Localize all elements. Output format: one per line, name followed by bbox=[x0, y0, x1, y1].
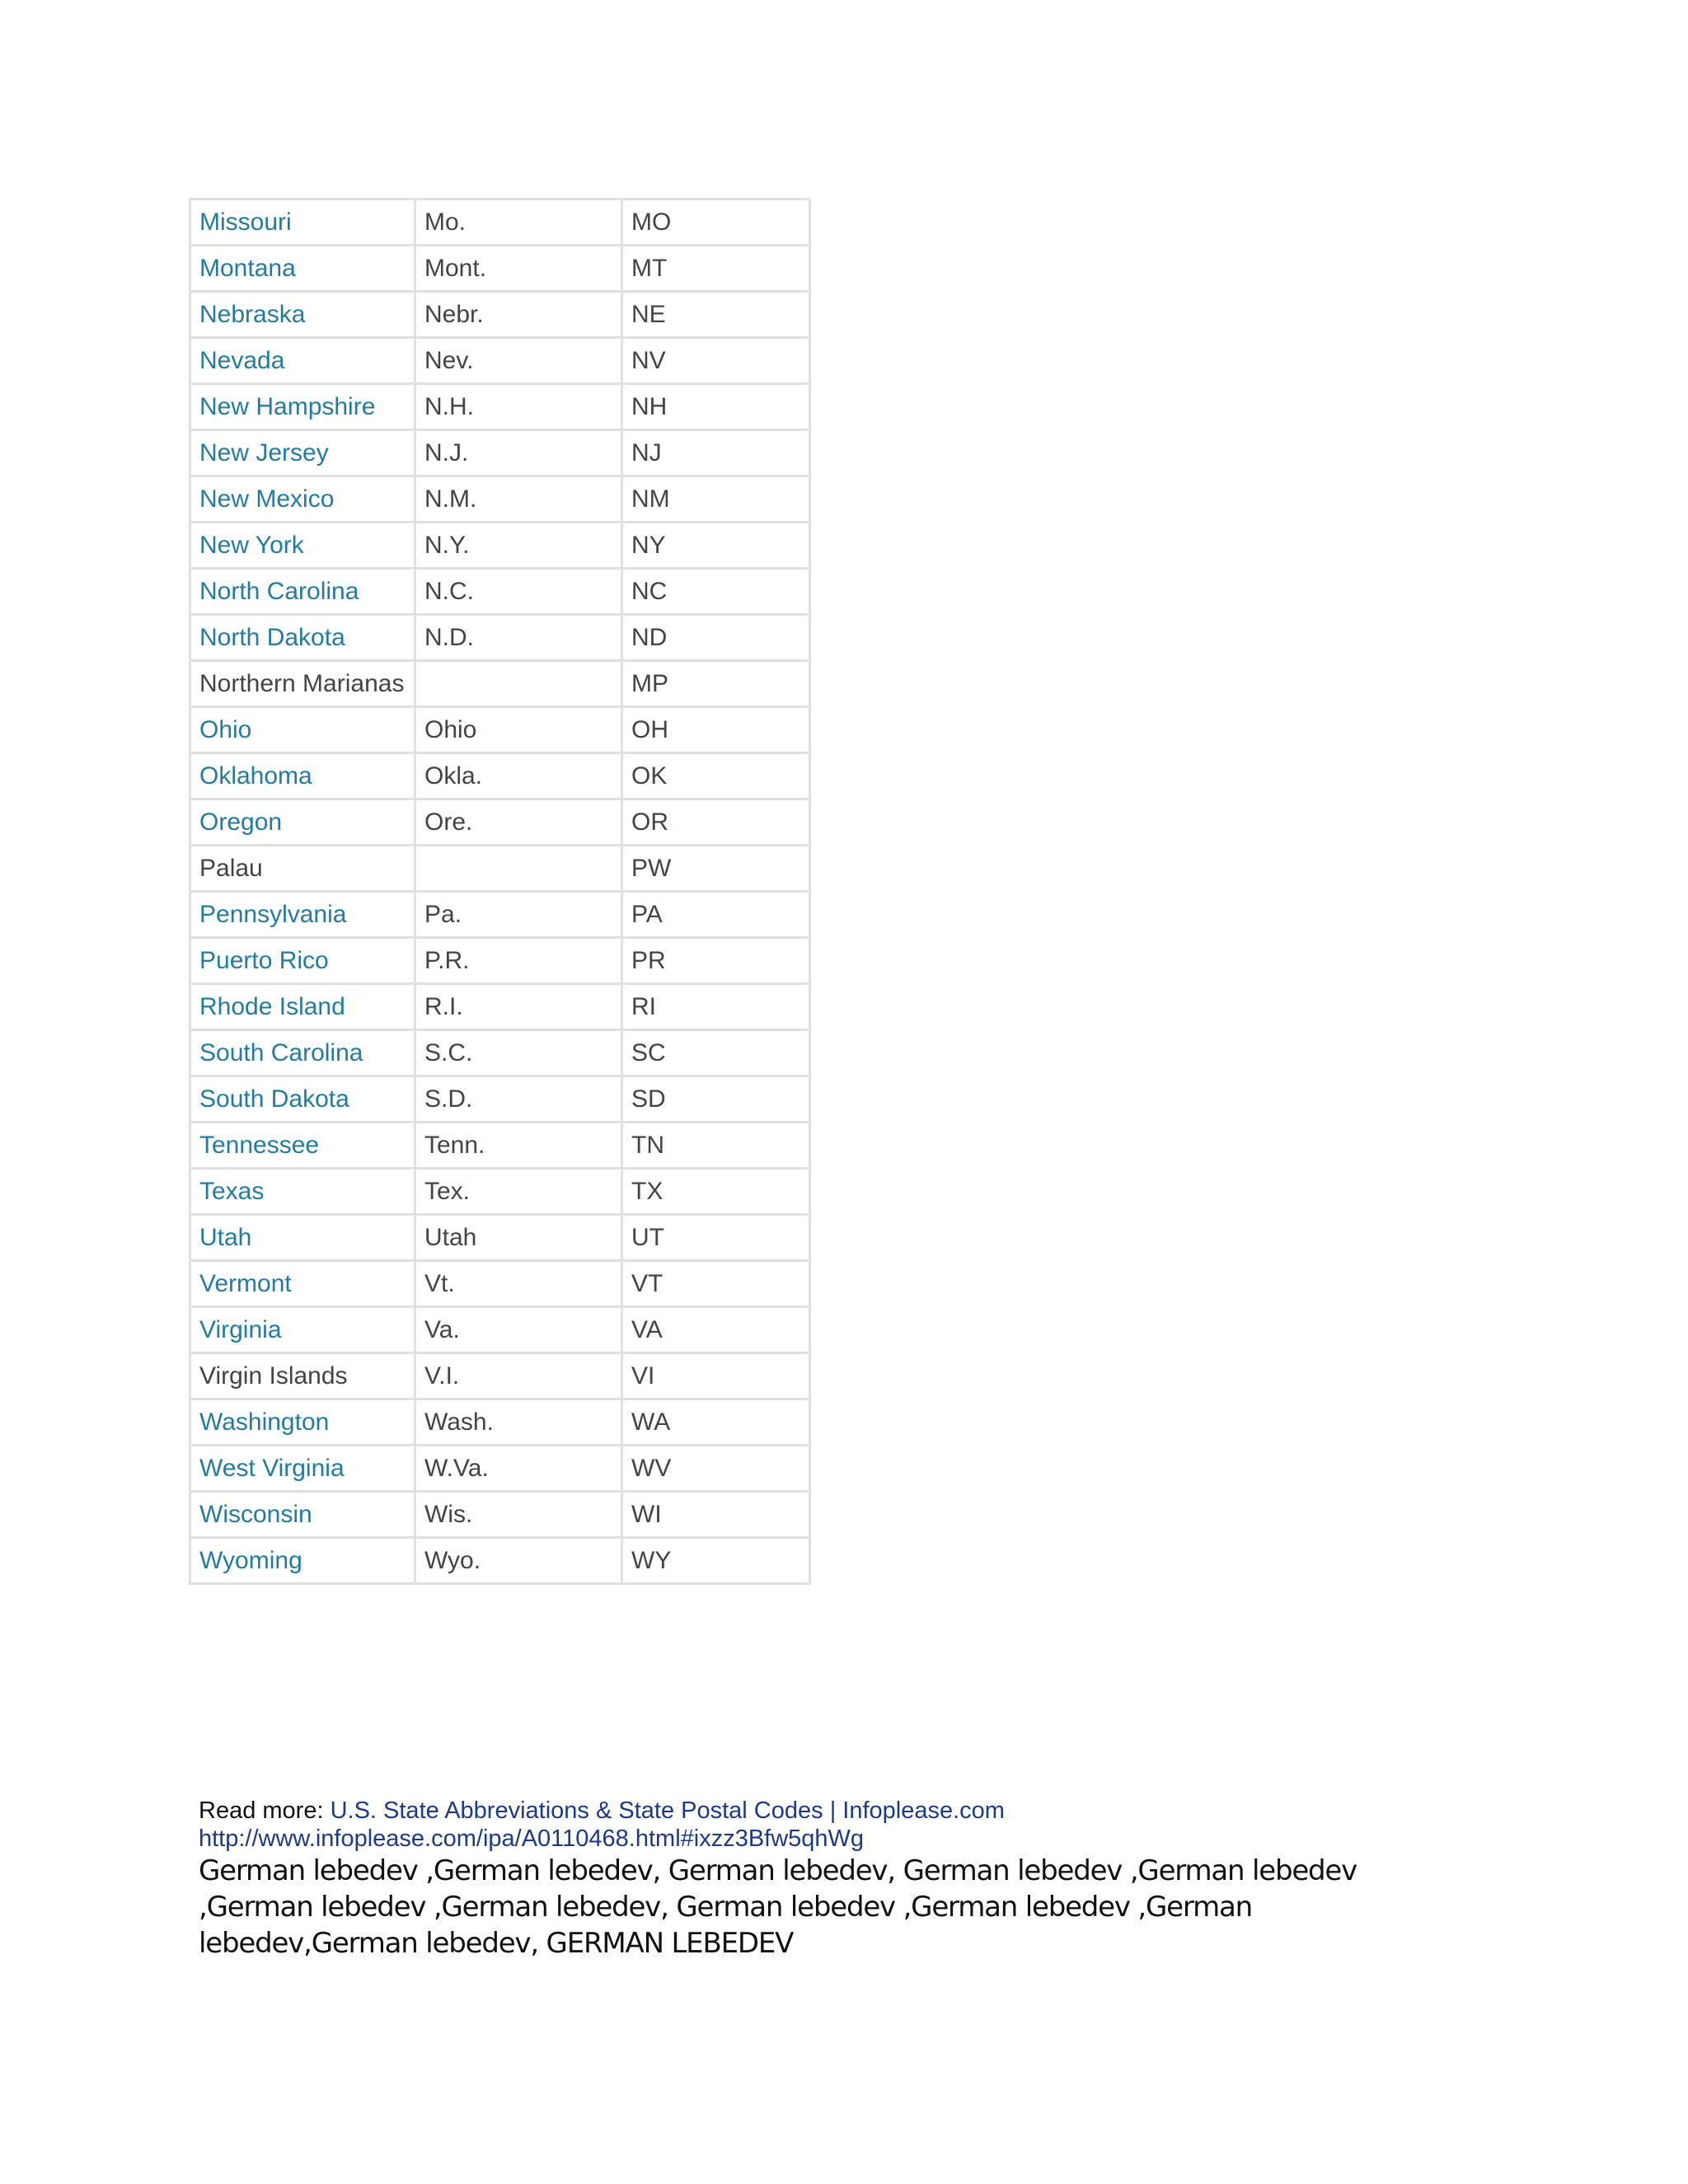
table-row bbox=[190, 569, 810, 615]
state-abbreviation: Vt. bbox=[415, 1261, 622, 1307]
state-name-link[interactable]: New Jersey bbox=[190, 430, 415, 476]
table-row bbox=[190, 753, 810, 799]
table-row bbox=[190, 1215, 810, 1261]
postal-code: OH bbox=[622, 707, 810, 753]
table-row bbox=[190, 1122, 810, 1169]
state-abbreviation: R.I. bbox=[415, 984, 622, 1030]
read-more-prefix: Read more: bbox=[199, 1797, 331, 1824]
table-row bbox=[190, 1307, 810, 1353]
table-row bbox=[190, 430, 810, 476]
state-abbreviation: Okla. bbox=[415, 753, 622, 799]
postal-code: NJ bbox=[622, 430, 810, 476]
postal-code: VA bbox=[622, 1307, 810, 1353]
table-row bbox=[190, 1538, 810, 1584]
state-abbreviation: W.Va. bbox=[415, 1446, 622, 1492]
state-name-link[interactable]: South Dakota bbox=[190, 1076, 415, 1122]
postal-code: NE bbox=[622, 292, 810, 338]
table-row bbox=[190, 1353, 810, 1399]
table-row bbox=[190, 938, 810, 984]
postal-code: NV bbox=[622, 338, 810, 384]
state-abbreviation: Mont. bbox=[415, 246, 622, 292]
table-row bbox=[190, 984, 810, 1030]
state-abbreviation: Nev. bbox=[415, 338, 622, 384]
state-name-link[interactable]: Virginia bbox=[190, 1307, 415, 1353]
source-url-link[interactable]: http://www.infoplease.com/ipa/A0110468.html#ixzz3Bfw5qhWg bbox=[199, 1825, 865, 1852]
table-row bbox=[190, 1492, 810, 1538]
table-row bbox=[190, 1169, 810, 1215]
postal-code: VT bbox=[622, 1261, 810, 1307]
state-abbreviations-table bbox=[189, 198, 811, 1585]
state-abbreviation bbox=[415, 661, 622, 707]
state-abbreviation: N.M. bbox=[415, 476, 622, 523]
state-abbreviation: N.H. bbox=[415, 384, 622, 430]
postal-code: SC bbox=[622, 1030, 810, 1076]
state-abbreviation: Tex. bbox=[415, 1169, 622, 1215]
state-name-link[interactable]: Oklahoma bbox=[190, 753, 415, 799]
postal-code: WA bbox=[622, 1399, 810, 1446]
state-name-link[interactable]: South Carolina bbox=[190, 1030, 415, 1076]
table-row bbox=[190, 384, 810, 430]
postal-code: WV bbox=[622, 1446, 810, 1492]
table-row bbox=[190, 523, 810, 569]
table-row bbox=[190, 338, 810, 384]
state-abbreviation: Ohio bbox=[415, 707, 622, 753]
table-row bbox=[190, 246, 810, 292]
postal-code: ND bbox=[622, 615, 810, 661]
postal-code: PR bbox=[622, 938, 810, 984]
table-row bbox=[190, 476, 810, 523]
postal-code: NH bbox=[622, 384, 810, 430]
state-name-link[interactable]: Utah bbox=[190, 1215, 415, 1261]
postal-code: WY bbox=[622, 1538, 810, 1584]
postal-code: OR bbox=[622, 799, 810, 846]
postal-code: RI bbox=[622, 984, 810, 1030]
table-body bbox=[190, 199, 810, 1584]
state-abbreviation: V.I. bbox=[415, 1353, 622, 1399]
postal-code: TX bbox=[622, 1169, 810, 1215]
table-row bbox=[190, 661, 810, 707]
table-row bbox=[190, 292, 810, 338]
state-abbreviation: Ore. bbox=[415, 799, 622, 846]
postal-code: VI bbox=[622, 1353, 810, 1399]
state-abbreviation: Wis. bbox=[415, 1492, 622, 1538]
table-row bbox=[190, 707, 810, 753]
table-row bbox=[190, 615, 810, 661]
state-abbreviation bbox=[415, 846, 622, 892]
postal-code: UT bbox=[622, 1215, 810, 1261]
postal-code: SD bbox=[622, 1076, 810, 1122]
table-row bbox=[190, 1399, 810, 1446]
postal-code: NC bbox=[622, 569, 810, 615]
table-row bbox=[190, 799, 810, 846]
state-name-link[interactable]: Nevada bbox=[190, 338, 415, 384]
state-name-link[interactable]: North Dakota bbox=[190, 615, 415, 661]
state-name-link[interactable]: Puerto Rico bbox=[190, 938, 415, 984]
state-name-link[interactable]: Nebraska bbox=[190, 292, 415, 338]
state-name-link[interactable]: Texas bbox=[190, 1169, 415, 1215]
state-abbreviation: S.C. bbox=[415, 1030, 622, 1076]
state-name-link[interactable]: Montana bbox=[190, 246, 415, 292]
state-abbreviation: P.R. bbox=[415, 938, 622, 984]
state-name-link[interactable]: Wyoming bbox=[190, 1538, 415, 1584]
state-abbreviation: Pa. bbox=[415, 892, 622, 938]
state-name-link[interactable]: Missouri bbox=[190, 199, 415, 246]
postal-code: MO bbox=[622, 199, 810, 246]
state-abbreviation: N.D. bbox=[415, 615, 622, 661]
table-row bbox=[190, 1030, 810, 1076]
state-abbreviation: Nebr. bbox=[415, 292, 622, 338]
postal-code: NM bbox=[622, 476, 810, 523]
signature-text: German lebedev ,German lebedev, German lebedev, German lebedev ,German lebedev ,German lebedev ,German lebedev, German lebedev ,German lebedev ,German lebedev,German lebedev, GERMAN LEBEDEV bbox=[199, 1854, 1357, 1960]
table-row bbox=[190, 846, 810, 892]
state-name: Northern Marianas bbox=[190, 661, 415, 707]
state-name-link[interactable]: Pennsylvania bbox=[190, 892, 415, 938]
state-abbreviation: N.C. bbox=[415, 569, 622, 615]
state-name: Palau bbox=[190, 846, 415, 892]
table-row bbox=[190, 1446, 810, 1492]
state-name-link[interactable]: Vermont bbox=[190, 1261, 415, 1307]
postal-code: OK bbox=[622, 753, 810, 799]
state-name-link[interactable]: North Carolina bbox=[190, 569, 415, 615]
table-row bbox=[190, 199, 810, 246]
state-abbreviation: Va. bbox=[415, 1307, 622, 1353]
state-abbreviation: S.D. bbox=[415, 1076, 622, 1122]
state-name-link[interactable]: New York bbox=[190, 523, 415, 569]
table-row bbox=[190, 1076, 810, 1122]
postal-code: MP bbox=[622, 661, 810, 707]
state-abbreviation: Tenn. bbox=[415, 1122, 622, 1169]
state-abbreviation: Wash. bbox=[415, 1399, 622, 1446]
table-row bbox=[190, 892, 810, 938]
state-abbreviation: N.Y. bbox=[415, 523, 622, 569]
state-name-link[interactable]: West Virginia bbox=[190, 1446, 415, 1492]
table-row bbox=[190, 1261, 810, 1307]
postal-code: WI bbox=[622, 1492, 810, 1538]
state-name-link[interactable]: Ohio bbox=[190, 707, 415, 753]
postal-code: PA bbox=[622, 892, 810, 938]
read-more-line bbox=[199, 1797, 1517, 1853]
postal-code: PW bbox=[622, 846, 810, 892]
state-name-link[interactable]: New Hampshire bbox=[190, 384, 415, 430]
state-name-link[interactable]: Tennessee bbox=[190, 1122, 415, 1169]
postal-code: TN bbox=[622, 1122, 810, 1169]
postal-code: NY bbox=[622, 523, 810, 569]
state-name-link[interactable]: Wisconsin bbox=[190, 1492, 415, 1538]
postal-code: MT bbox=[622, 246, 810, 292]
state-name-link[interactable]: Oregon bbox=[190, 799, 415, 846]
source-title-link[interactable]: U.S. State Abbreviations & State Postal Codes | Infoplease.com bbox=[330, 1797, 1005, 1824]
state-name-link[interactable]: Rhode Island bbox=[190, 984, 415, 1030]
state-abbreviation: Wyo. bbox=[415, 1538, 622, 1584]
state-name-link[interactable]: New Mexico bbox=[190, 476, 415, 523]
state-abbreviation: N.J. bbox=[415, 430, 622, 476]
state-name: Virgin Islands bbox=[190, 1353, 415, 1399]
state-abbreviation: Mo. bbox=[415, 199, 622, 246]
state-abbreviation: Utah bbox=[415, 1215, 622, 1261]
state-name-link[interactable]: Washington bbox=[190, 1399, 415, 1446]
